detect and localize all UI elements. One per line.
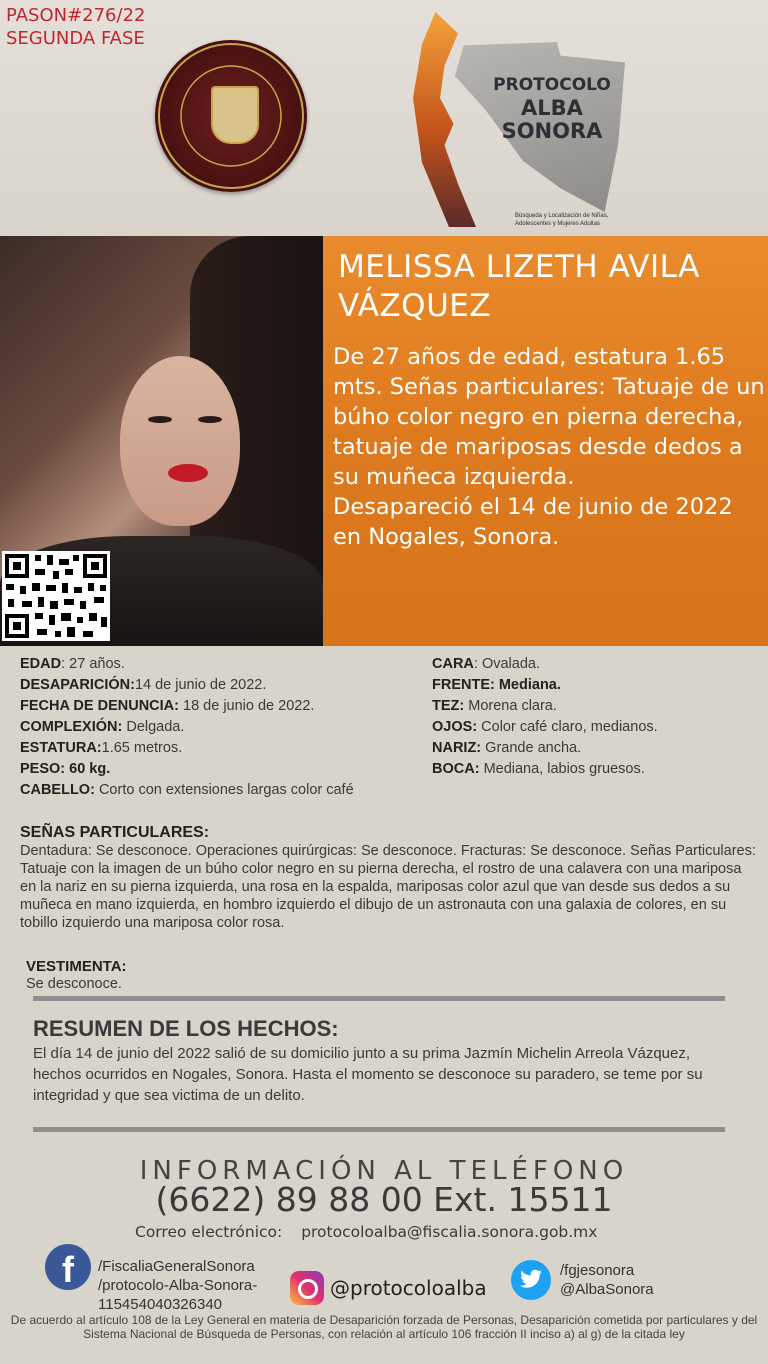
case-number: PASON#276/22 [6,5,146,26]
alba-logo-subtitle: Búsqueda y Localización de Niñas, Adolescentes y Mujeres Adultas [515,213,609,227]
person-summary [333,342,765,552]
detail-peso: PESO: 60 kg. [20,761,111,777]
instagram-icon[interactable] [290,1271,324,1305]
case-phase: SEGUNDA FASE [6,28,145,49]
info-title: INFORMACIÓN AL TELÉFONO [139,1156,629,1186]
detail-estatura: ESTATURA:1.65 metros. [20,740,183,756]
details-right-column [432,654,762,780]
woman-profile-icon [395,12,485,227]
detail-cara: CARA: Ovalada. [432,656,540,672]
detail-nariz: NARIZ: Grande ancha. [432,740,582,756]
detail-tez: TEZ: Morena clara. [432,698,557,714]
email-row [135,1223,597,1241]
senas-particulares [20,824,760,932]
senas-text: Dentadura: Se desconoce. Operaciones quirúrgicas: Se desconoce. Fracturas: Se desconoce. Señas Particulares: Tatuaje con la imagen de un búho color negro en su pierna derecha, el rostro de una calavera con una mariposa en la nariz en su pierna izquierda, una rosa en la espalda, mariposas color azul que van desde sus dedos a su muñeca en mano izquierda, en hombro izquierdo el dibujo de un astronauta con una galaxia de colores, en su tobillo izquierdo una mariposa color rosa. [20,843,756,931]
summary-description: De 27 años de edad, estatura 1.65 mts. Señas particulares: Tatuaje de un búho color negro en pierna derecha, tatuaje de mariposas desde dedos a su muñeca izquierda. [333,344,765,490]
person-name: MELISSA LIZETH AVILA VÁZQUEZ [338,249,700,324]
summary-disappeared: Desapareció el 14 de junio de 2022 en Nogales, Sonora. [333,494,733,550]
twitter-handles[interactable]: /fgjesonora @AlbaSonora [560,1262,654,1298]
details-left-column [20,654,420,801]
facebook-links[interactable]: /FiscaliaGeneralSonora /protocolo-Alba-Sonora-115454040326340 [98,1258,258,1313]
detail-frente: FRENTE: Mediana. [432,677,561,693]
alba-logo-title: PROTOCOLO ALBA SONORA [493,75,611,143]
facebook-icon[interactable]: f [45,1244,91,1290]
summary-panel [323,236,768,646]
fiscalia-seal-icon [155,40,307,192]
detail-edad: EDAD: 27 años. [20,656,125,672]
detail-complexion: COMPLEXIÓN: Delgada. [20,719,185,735]
senas-title: SEÑAS PARTICULARES: [20,824,210,841]
email-link[interactable]: protocoloalba@fiscalia.sonora.gob.mx [301,1223,598,1241]
resumen-text: El día 14 de junio del 2022 salió de su domicilio junto a su prima Jazmín Michelin Arreola Vázquez, hechos ocurridos en Nogales, Sonora. Hasta el momento se desconoce su paradero, se teme por su integridad y que sea victima de un delito. [33,1045,703,1104]
divider [33,996,725,1001]
legal-footer: De acuerdo al artículo 108 de la Ley General en materia de Desaparición forzada de Personas, Desaparición cometida por particulares y del Sistema Nacional de Búsqueda de Personas, con relación al artículo 106 fracción II inciso a) al g) de la citada ley [10,1313,758,1341]
divider [33,1127,725,1132]
qr-code-icon[interactable] [2,551,110,641]
twitter-icon[interactable] [511,1260,551,1300]
detail-desaparicion: DESAPARICIÓN:14 de junio de 2022. [20,677,267,693]
resumen-title: RESUMEN DE LOS HECHOS: [33,1016,339,1041]
vestimenta-text: Se desconoce. [26,976,122,992]
detail-fecha-denuncia: FECHA DE DENUNCIA: 18 de junio de 2022. [20,698,315,714]
vestimenta-title: VESTIMENTA: [26,958,127,975]
detail-ojos: OJOS: Color café claro, medianos. [432,719,658,735]
instagram-handle[interactable]: @protocoloalba [330,1276,487,1300]
protocolo-alba-logo [395,12,655,234]
contact-phone[interactable]: (6622) 89 88 00 Ext. 15511 [155,1180,613,1219]
case-code [6,4,145,50]
email-label: Correo electrónico: [135,1223,283,1241]
detail-cabello: CABELLO: Corto con extensiones largas color café [20,782,354,798]
detail-boca: BOCA: Mediana, labios gruesos. [432,761,645,777]
